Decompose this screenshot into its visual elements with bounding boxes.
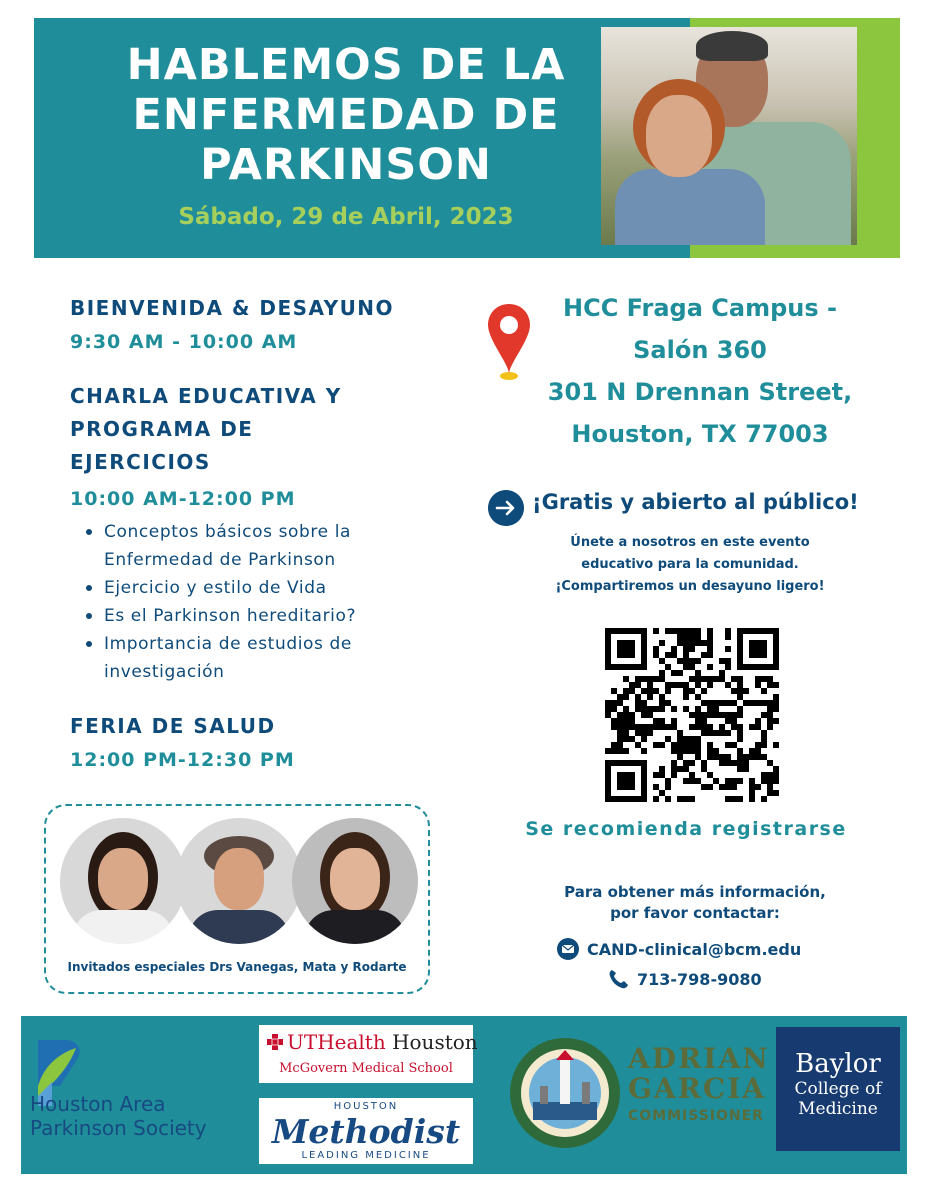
uthealth-cross-icon [267, 1034, 283, 1050]
contact-line: por favor contactar: [610, 904, 780, 922]
register-note: Se recomienda registrarse [525, 818, 847, 840]
list-item: Importancia de estudios de investigación [84, 630, 414, 686]
contact-intro [520, 882, 870, 924]
location-line-3: 301 N Drennan Street, [547, 378, 853, 406]
guest-photo-rodarte [292, 818, 418, 944]
baylor-line: College of [794, 1079, 882, 1099]
event-date: Sábado, 29 de Abril, 2023 [178, 204, 514, 230]
ag-line: GARCIA [628, 1072, 767, 1105]
talk-time: 10:00 AM-12:00 PM [70, 488, 296, 510]
email-text[interactable]: CAND-clinical@bcm.edu [587, 939, 802, 959]
houston-methodist-logo [259, 1098, 473, 1164]
meth-top: HOUSTON [333, 1101, 399, 1112]
uth-school: McGovern Medical School [279, 1061, 453, 1076]
baylor-college-logo [776, 1027, 900, 1151]
adrian-garcia-logo [628, 1042, 770, 1124]
ag-line: COMMISSIONER [628, 1108, 764, 1124]
topic-list [84, 518, 414, 686]
meth-name: Methodist [271, 1112, 461, 1151]
email-icon [557, 938, 579, 960]
location-line-2: Salón 360 [633, 336, 767, 364]
couple-photo [601, 27, 857, 245]
free-title: ¡Gratis y abierto al público! [532, 490, 859, 514]
uth-city: Houston [392, 1030, 478, 1054]
hap-line: Parkinson Society [30, 1116, 207, 1140]
page-title: HABLEMOS DE LA ENFERMEDAD DE PARKINSON [126, 40, 566, 190]
phone-icon [607, 968, 629, 990]
free-description [520, 532, 860, 598]
hap-logo-text [30, 1092, 260, 1140]
contact-line: Para obtener más información, [564, 883, 826, 901]
talk-title: CHARLA EDUCATIVA Y PROGRAMA DE EJERCICIOS [70, 384, 342, 474]
registration-qr-code[interactable] [605, 628, 779, 802]
contact-email[interactable] [557, 938, 801, 960]
arrow-right-icon [488, 490, 524, 526]
fair-title: FERIA DE SALUD [70, 714, 276, 738]
free-desc-line: Únete a nosotros en este evento [570, 535, 810, 550]
uth-name: UTHealth [287, 1030, 386, 1054]
location-line-1: HCC Fraga Campus - [563, 294, 837, 322]
baylor-line: Medicine [798, 1099, 878, 1119]
phone-text[interactable]: 713-798-9080 [637, 969, 762, 989]
ag-line: ADRIAN [628, 1042, 770, 1075]
guest-caption: Invitados especiales Drs Vanegas, Mata y Rodarte [67, 960, 407, 974]
location-line-4: Houston, TX 77003 [571, 420, 829, 448]
free-desc-line: educativo para la comunidad. [581, 557, 799, 572]
fair-time: 12:00 PM-12:30 PM [70, 749, 295, 771]
baylor-line: Baylor [795, 1049, 881, 1079]
hap-line: Houston Area [30, 1092, 166, 1116]
guest-photo-vanegas [60, 818, 186, 944]
list-item: Ejercicio y estilo de Vida [84, 574, 414, 602]
guest-photo-mata [176, 818, 302, 944]
welcome-title: BIENVENIDA & DESAYUNO [70, 296, 395, 320]
meth-tag: LEADING MEDICINE [301, 1150, 431, 1161]
guest-speakers [44, 804, 430, 994]
uthealth-logo [259, 1025, 478, 1083]
welcome-time: 9:30 AM - 10:00 AM [70, 331, 298, 353]
list-item: Es el Parkinson hereditario? [84, 602, 414, 630]
free-desc-line: ¡Compartiremos un desayuno ligero! [555, 579, 825, 594]
contact-phone[interactable] [607, 968, 762, 990]
harris-county-precinct-2-seal [508, 1036, 622, 1150]
list-item: Conceptos básicos sobre la Enfermedad de Parkinson [84, 518, 414, 574]
